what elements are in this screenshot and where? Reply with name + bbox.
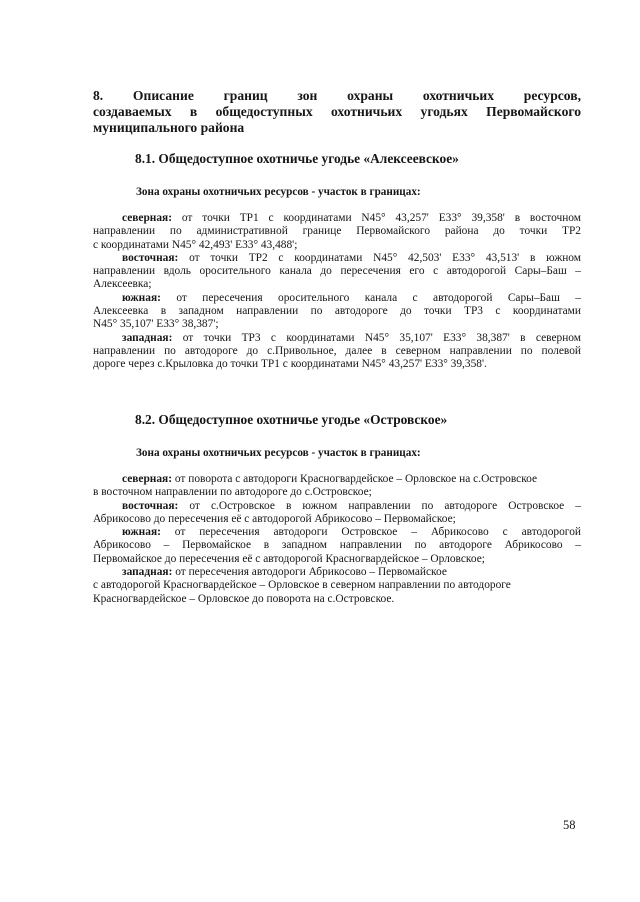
- chapter-heading: [93, 88, 581, 136]
- section-title: 8.2. Общедоступное охотничье угодье «Островское»: [135, 412, 448, 427]
- boundary-line: Алексеевка;: [93, 278, 152, 291]
- chapter-heading-line: муниципального района: [93, 120, 245, 135]
- boundary-label: восточная:: [122, 499, 179, 512]
- boundary-east: [93, 500, 581, 527]
- boundary-text: от точки ТР2 с координатами N45° 42,503' Е33° 43,513' в южном: [178, 251, 581, 264]
- boundary-line: [93, 292, 581, 305]
- boundary-line: [93, 500, 581, 513]
- boundary-label: северная:: [122, 212, 173, 224]
- boundary-label: западная:: [122, 331, 173, 344]
- zone-heading: Зона охраны охотничьих ресурсов - участок в границах:: [136, 447, 421, 459]
- boundary-line: направлении по административной границе Первомайского района до точки ТР2: [93, 225, 581, 238]
- boundary-label: восточная:: [122, 251, 179, 264]
- boundary-line: Абрикосово – Первомайское в западном направлении по автодороге Абрикосово –: [93, 539, 581, 552]
- boundary-line: [93, 473, 581, 486]
- boundary-line: с автодорогой Красногвардейское – Орловское в северном направлении по автодороге: [93, 579, 511, 592]
- boundary-text: от с.Островское в южном направлении по автодороге Островское –: [178, 499, 581, 512]
- boundary-line: дороге через с.Крыловка до точки ТР1 с координатами N45° 43,257' Е33° 39,358'.: [93, 358, 487, 371]
- boundary-south: [93, 526, 581, 566]
- boundary-label: западная:: [122, 566, 173, 579]
- boundary-north: [93, 473, 581, 500]
- boundary-line: Алексеевка в западном направлении по автодороге до точки ТР3 с координатами: [93, 305, 581, 318]
- boundary-east: [93, 252, 581, 292]
- boundary-text: от пересечения оросительного канала с автодорогой Сары–Баш –: [160, 291, 581, 304]
- section-title: 8.1. Общедоступное охотничье угодье «Алексеевское»: [135, 151, 459, 166]
- boundary-label: северная:: [122, 473, 173, 485]
- boundary-line: направлении по автодороге до с.Привольное, далее в северном направлении по полевой: [93, 344, 581, 357]
- boundary-line: Абрикосово до пересечения её с автодорогой Абрикосово – Первомайское;: [93, 512, 456, 525]
- boundary-line: [93, 252, 581, 265]
- page-number: 58: [563, 818, 576, 832]
- boundary-west: [93, 566, 581, 606]
- zone-heading: Зона охраны охотничьих ресурсов - участок в границах:: [136, 186, 421, 198]
- boundary-text: от поворота с автодороги Красногвардейское – Орловское на с.Островское: [172, 473, 538, 485]
- boundary-text: от точки ТР3 с координатами N45° 35,107' Е33° 38,387' в северном: [172, 331, 581, 344]
- boundary-line: [93, 212, 581, 225]
- section-body: [93, 212, 581, 372]
- boundary-line: Первомайское до пересечения её с автодорогой Красногвардейское – Орловское;: [93, 552, 485, 565]
- boundary-line: [93, 526, 581, 539]
- boundary-text: от пересечения автодороги Абрикосово – Первомайское: [172, 566, 447, 579]
- boundary-label: южная:: [122, 291, 161, 304]
- boundary-line: N45° 35,107' Е33° 38,387';: [93, 318, 219, 331]
- boundary-text: от точки ТР1 с координатами N45° 43,257' Е33° 39,358' в восточном: [172, 212, 581, 224]
- boundary-line: [93, 566, 581, 579]
- chapter-heading-line: создаваемых в общедоступных охотничьих угодьях Первомайского: [93, 104, 581, 119]
- section-body: [93, 473, 581, 606]
- boundary-west: [93, 332, 581, 372]
- boundary-line: направлении вдоль оросительного канала до пересечения его с автодорогой Сары–Баш –: [93, 265, 581, 278]
- boundary-north: [93, 212, 581, 252]
- boundary-text: от пересечения автодороги Островское – Абрикосово с автодорогой: [160, 526, 581, 539]
- boundary-line: в восточном направлении по автодороге до с.Островское;: [93, 486, 372, 499]
- boundary-line: с координатами N45° 42,493' Е33° 43,488';: [93, 238, 298, 251]
- boundary-line: [93, 332, 581, 345]
- boundary-label: южная:: [122, 526, 161, 539]
- boundary-south: [93, 292, 581, 332]
- boundary-line: Красногвардейское – Орловское до поворота на с.Островское.: [93, 592, 395, 605]
- chapter-heading-line: 8. Описание границ зон охраны охотничьих ресурсов,: [93, 88, 581, 103]
